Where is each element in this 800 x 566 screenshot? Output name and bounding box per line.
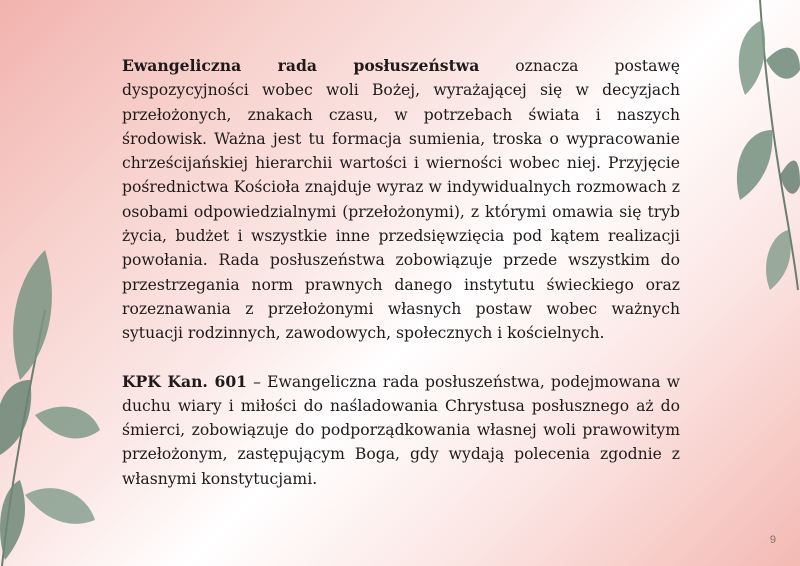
paragraph1-text: oznacza postawę dyspozycyjności wobec woli Bożej, wyrażającej się w decyzjach przełożonych, znakach czasu, w potrzebach świata i naszych środowisk. Ważna jest tu formacja sumienia, troska o wypracowanie chrześcijańskiej hierarchii wartości i wierności wobec niej. Przyjęcie pośrednictwa Kościoła znajduje wyraz w indywidualnych rozmowach z osobami odpowiedzialnymi (przełożonymi), z którymi omawia się tryb życia, budżet i wszystkie inne przedsięwzięcia pod kątem realizacji powołania. Rada posłuszeństwa zobowiązuje przede wszystkim do przestrzegania norm prawnych danego instytutu świeckiego oraz rozeznawania z przełożonymi własnych postaw wobec ważnych sytuacji rodzinnych, zawodowych, społecznych i kościelnych. [122,57,680,343]
paragraph-obedience [122,54,680,346]
paragraph2-text: – Ewangeliczna rada posłuszeństwa, podejmowana w duchu wiary i miłości do naśladowania Chrystusa posłusznego aż do śmierci, zobowiązuje do podporządkowania własnej woli prawowitym przełożonym, zastępującym Boga, gdy wydają polecenia zgodnie z własnymi konstytucjami. [122,372,680,488]
page-number: 9 [769,534,776,546]
paragraph-canon [122,370,680,491]
leaf-branch-bottom-left [0,230,110,566]
paragraph2-lead: KPK Kan. 601 [122,371,248,391]
main-text [122,54,680,491]
paragraph1-lead: Ewangeliczna rada posłuszeństwa [122,56,480,75]
leaf-branch-top-right [700,0,800,300]
